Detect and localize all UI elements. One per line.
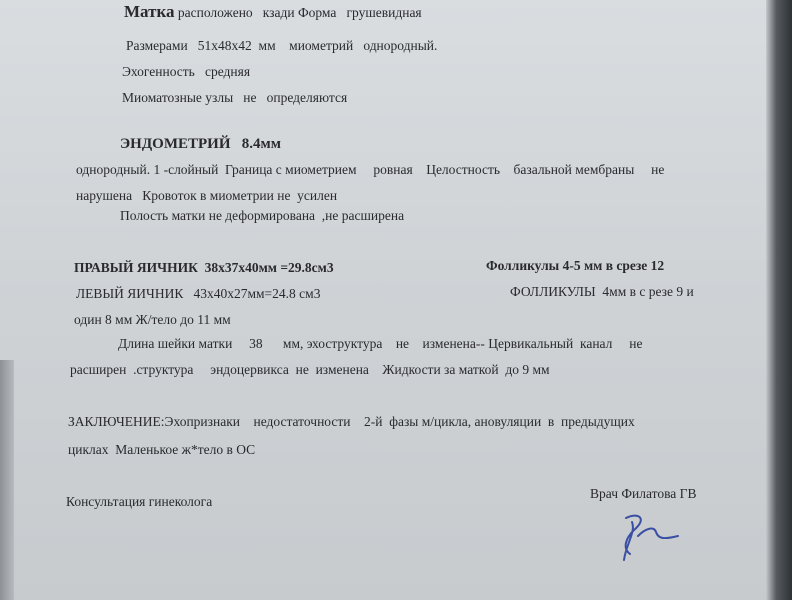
left-ovary-extra: один 8 мм Ж/тело до 11 мм: [74, 312, 231, 327]
endometrium-heading: [120, 136, 281, 152]
right-ovary-follicles: Фолликулы 4-5 мм в срезе 12: [486, 258, 665, 273]
uterus-title-line: [124, 4, 422, 21]
right-ovary: ПРАВЫЙ ЯИЧНИК 38х37х40мм =29.8см3: [74, 260, 334, 275]
uterus-position: расположено кзади Форма грушевидная: [177, 5, 422, 20]
left-ovary: ЛЕВЫЙ ЯИЧНИК 43х40х27мм=24.8 см3: [76, 286, 321, 301]
endometrium-line-2: нарушена Кровоток в миометрии не усилен: [76, 188, 338, 203]
doctor-name: Врач Филатова ГВ: [590, 486, 697, 501]
conclusion-line-1: ЗАКЛЮЧЕНИЕ:Эхопризнаки недостаточности 2-й фазы м/цикла, ановуляции в предыдущих: [68, 414, 635, 429]
uterus-title: Матка: [124, 2, 175, 21]
left-ovary-follicles: ФОЛЛИКУЛЫ 4мм в с резе 9 и: [510, 284, 694, 299]
uterus-echogenicity: Эхогенность средняя: [122, 64, 251, 79]
signature-icon: [612, 508, 682, 562]
consultation-label: Консультация гинеколога: [66, 494, 213, 509]
cervix-line-1: Длина шейки матки 38 мм, эхоструктура не изменена-- Цервикальный канал не: [118, 336, 643, 351]
uterus-myomas: Миоматозные узлы не определяются: [122, 90, 348, 105]
background-edge-left: [0, 360, 14, 600]
endometrium-line-1: однородный. 1 -слойный Граница с миометрием ровная Целостность базальной мембраны не: [76, 162, 665, 177]
conclusion-line-2: циклах Маленькое ж*тело в ОС: [68, 442, 256, 457]
endometrium-title: ЭНДОМЕТРИЙ: [120, 136, 231, 152]
cervix-line-2: расширен .структура эндоцервикса не изменена Жидкости за маткой до 9 мм: [70, 362, 550, 377]
endometrium-line-3: Полость матки не деформирована ,не расширена: [120, 208, 405, 223]
endometrium-thickness: 8.4мм: [241, 136, 281, 152]
background-edge-right: [766, 0, 792, 600]
uterus-size: Размерами 51х48х42 мм миометрий однородный.: [126, 38, 438, 53]
